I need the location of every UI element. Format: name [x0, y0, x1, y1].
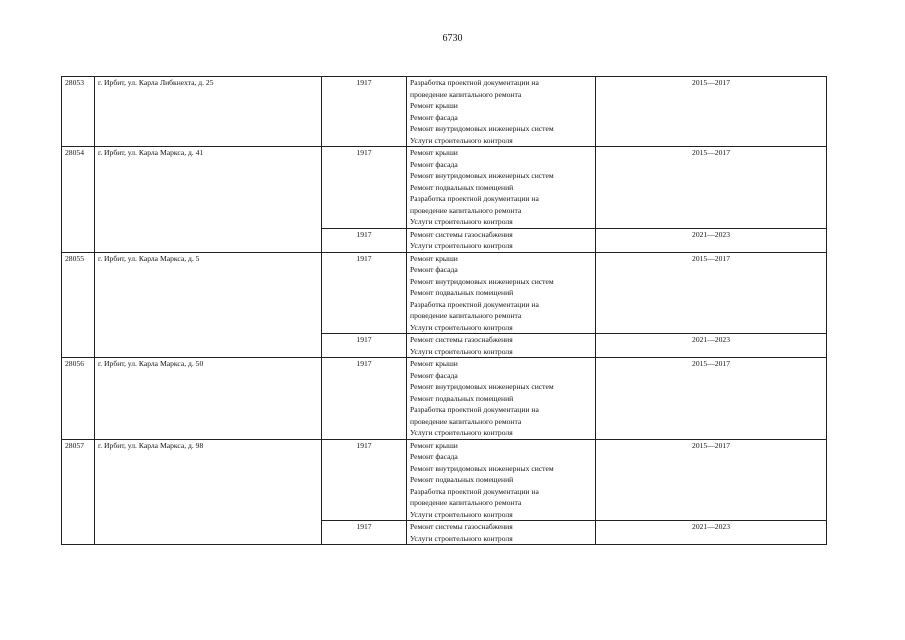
- work-item: проведение капитального ремонта: [410, 498, 522, 507]
- address-cell: г. Ирбит, ул. Карла Маркса, д. 98: [95, 439, 322, 545]
- work-item: Ремонт внутридомовых инженерных систем: [410, 276, 554, 286]
- work-item: проведение капитального ремонта: [410, 205, 522, 215]
- work-item: Ремонт фасада: [410, 159, 458, 169]
- table-row: [62, 439, 827, 521]
- work-item: Ремонт системы газоснабжения: [410, 335, 513, 344]
- work-item: проведение капитального ремонта: [410, 89, 522, 99]
- work-item: проведение капитального ремонта: [410, 416, 522, 426]
- construction-year-cell: 1917: [322, 521, 407, 545]
- work-item: Услуги строительного контроля: [410, 217, 513, 226]
- construction-year-cell: 1917: [322, 439, 407, 521]
- works-list-cell: [407, 77, 596, 147]
- construction-year-cell: 1917: [322, 147, 407, 229]
- table-row: [62, 77, 827, 147]
- work-item: Услуги строительного контроля: [410, 533, 513, 543]
- work-item: Ремонт крыши: [410, 148, 458, 157]
- work-item: Услуги строительного контроля: [410, 509, 513, 519]
- table-row: [62, 358, 827, 440]
- works-list-cell: [407, 521, 596, 545]
- work-item: Ремонт фасада: [410, 452, 458, 461]
- repair-period-cell: 2015—2017: [596, 358, 827, 440]
- work-item: Ремонт внутридомовых инженерных систем: [410, 463, 554, 473]
- repair-registry-table: [61, 76, 827, 545]
- construction-year-cell: 1917: [322, 334, 407, 358]
- work-item: Ремонт фасада: [410, 112, 458, 122]
- work-item: Ремонт подвальных помещений: [410, 393, 514, 403]
- construction-year-cell: 1917: [322, 252, 407, 334]
- address-cell: г. Ирбит, ул. Карла Маркса, д. 5: [95, 252, 322, 358]
- repair-period-cell: 2015—2017: [596, 77, 827, 147]
- construction-year-cell: 1917: [322, 228, 407, 252]
- house-number-cell: 28056: [62, 358, 95, 440]
- address-cell: г. Ирбит, ул. Карла Либкнехта, д. 25: [95, 77, 322, 147]
- construction-year-cell: 1917: [322, 358, 407, 440]
- repair-period-cell: 2021—2023: [596, 521, 827, 545]
- work-item: Ремонт подвальных помещений: [410, 182, 514, 192]
- work-item: Ремонт крыши: [410, 359, 458, 368]
- works-list-cell: [407, 439, 596, 521]
- work-item: Ремонт подвальных помещений: [410, 288, 514, 297]
- works-list-cell: [407, 334, 596, 358]
- repair-period-cell: 2021—2023: [596, 228, 827, 252]
- work-item: Ремонт внутридомовых инженерных систем: [410, 171, 554, 180]
- repair-period-cell: 2015—2017: [596, 147, 827, 229]
- house-number-cell: 28054: [62, 147, 95, 253]
- work-item: Разработка проектной документации на: [410, 299, 539, 309]
- work-item: Услуги строительного контроля: [410, 428, 513, 437]
- repair-period-cell: 2015—2017: [596, 439, 827, 521]
- work-item: Услуги строительного контроля: [410, 346, 513, 356]
- works-list-cell: [407, 228, 596, 252]
- construction-year-cell: 1917: [322, 77, 407, 147]
- work-item: Ремонт системы газоснабжения: [410, 522, 513, 531]
- work-item: Услуги строительного контроля: [410, 322, 513, 332]
- work-item: Ремонт крыши: [410, 101, 458, 110]
- work-item: Ремонт фасада: [410, 370, 458, 380]
- works-list-cell: [407, 147, 596, 229]
- work-item: Ремонт внутридомовых инженерных систем: [410, 382, 554, 391]
- house-number-cell: 28057: [62, 439, 95, 545]
- works-list-cell: [407, 252, 596, 334]
- repair-period-cell: 2015—2017: [596, 252, 827, 334]
- table-row: [62, 252, 827, 334]
- work-item: Разработка проектной документации на: [410, 78, 539, 87]
- house-number-cell: 28053: [62, 77, 95, 147]
- work-item: проведение капитального ремонта: [410, 311, 522, 320]
- work-item: Разработка проектной документации на: [410, 405, 539, 414]
- work-item: Ремонт подвальных помещений: [410, 475, 514, 484]
- work-item: Услуги строительного контроля: [410, 135, 513, 145]
- address-cell: г. Ирбит, ул. Карла Маркса, д. 41: [95, 147, 322, 253]
- work-item: Разработка проектной документации на: [410, 486, 539, 496]
- repair-period-cell: 2021—2023: [596, 334, 827, 358]
- table-row: [62, 147, 827, 229]
- works-list-cell: [407, 358, 596, 440]
- registry-body: [62, 77, 827, 545]
- work-item: Ремонт крыши: [410, 440, 458, 450]
- house-number-cell: 28055: [62, 252, 95, 358]
- page-number: 6730: [442, 33, 463, 44]
- work-item: Ремонт фасада: [410, 265, 458, 274]
- work-item: Услуги строительного контроля: [410, 241, 513, 250]
- address-cell: г. Ирбит, ул. Карла Маркса, д. 50: [95, 358, 322, 440]
- work-item: Ремонт системы газоснабжения: [410, 229, 513, 239]
- work-item: Ремонт крыши: [410, 253, 458, 263]
- work-item: Разработка проектной документации на: [410, 194, 539, 203]
- work-item: Ремонт внутридомовых инженерных систем: [410, 124, 554, 133]
